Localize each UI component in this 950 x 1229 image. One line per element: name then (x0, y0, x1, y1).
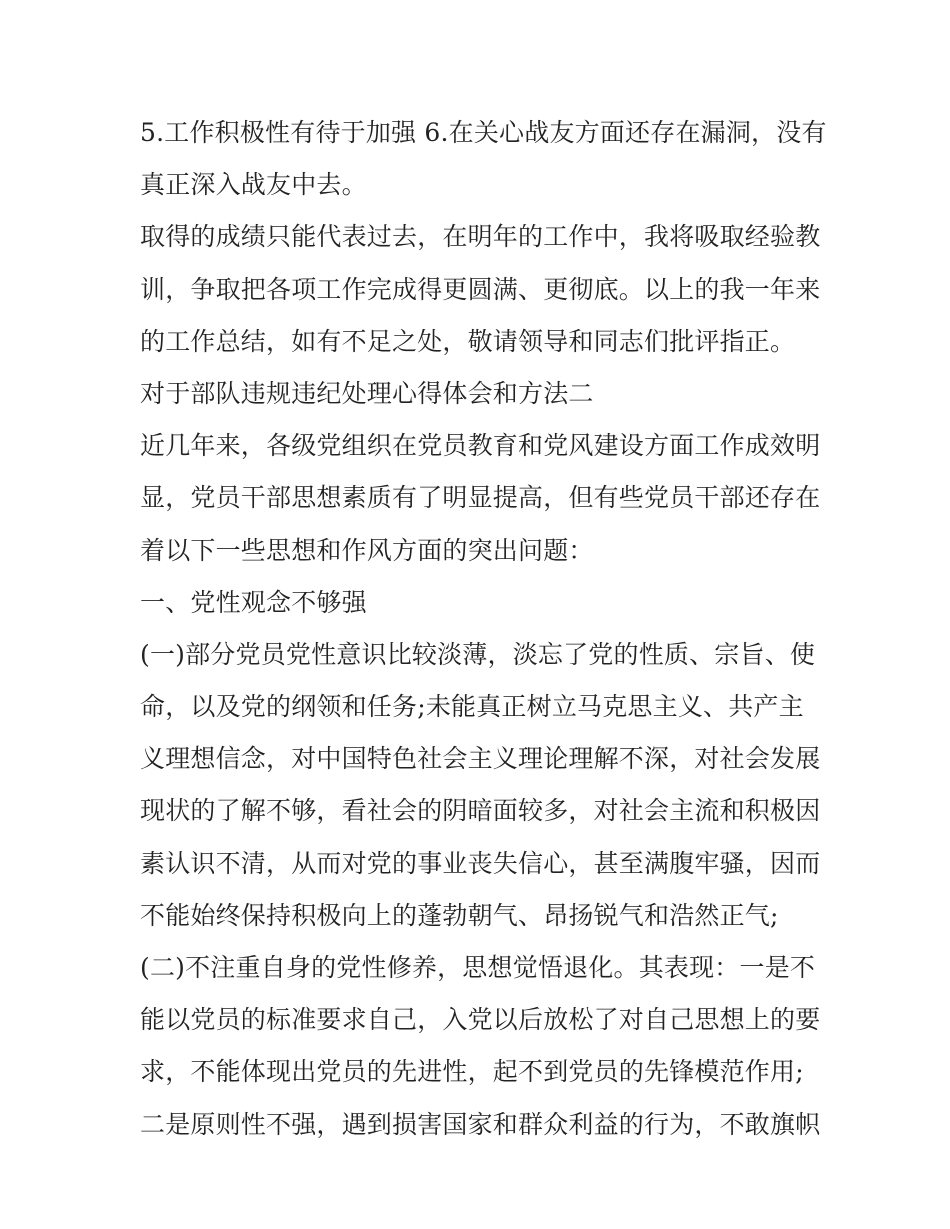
text-line: 取得的成绩只能代表过去，在明年的工作中，我将吸取经验教 (140, 222, 821, 252)
text-line: 命，以及党的纲领和任务;未能真正树立马克思主义、共产主 (140, 692, 804, 722)
text-line: 求，不能体现出党员的先进性，起不到党员的先锋模范作用; (140, 1057, 804, 1087)
text-line: 着以下一些思想和作风方面的突出问题： (140, 535, 594, 565)
text-line: (一)部分党员党性意识比较淡薄，淡忘了党的性质、宗旨、使 (140, 639, 816, 669)
text-line: 不能始终保持积极向上的蓬勃朝气、昂扬锐气和浩然正气; (140, 900, 779, 930)
text-line: (二)不注重自身的党性修养，思想觉悟退化。其表现：一是不 (140, 953, 816, 982)
section-heading: 对于部队违规违纪处理心得体会和方法二 (140, 378, 594, 408)
text-line: 现状的了解不够，看社会的阴暗面较多，对社会主流和积极因 (140, 796, 821, 826)
text-line: 训，争取把各项工作完成得更圆满、更彻底。以上的我一年来 (140, 274, 821, 304)
text-line: 义理想信念，对中国特色社会主义理论理解不深，对社会发展 (140, 744, 821, 774)
text-line: 二是原则性不强，遇到损害国家和群众利益的行为，不敢旗帜 (140, 1109, 821, 1139)
text-line: 显，党员干部思想素质有了明显提高，但有些党员干部还存在 (140, 483, 821, 513)
text-line: 真正深入战友中去。 (140, 170, 367, 200)
text-line: 5.工作积极性有待于加强 6.在关心战友方面还存在漏洞，没有 (140, 118, 827, 147)
text-line: 的工作总结，如有不足之处，敬请领导和同志们批评指正。 (140, 326, 796, 356)
section-heading: 一、党性观念不够强 (140, 587, 367, 617)
text-line: 近几年来，各级党组织在党员教育和党风建设方面工作成效明 (140, 431, 821, 461)
text-line: 能以党员的标准要求自己，入党以后放松了对自己思想上的要 (140, 1005, 821, 1035)
text-line: 素认识不清，从而对党的事业丧失信心，甚至满腹牢骚，因而 (140, 848, 821, 878)
document-body (140, 107, 827, 1151)
